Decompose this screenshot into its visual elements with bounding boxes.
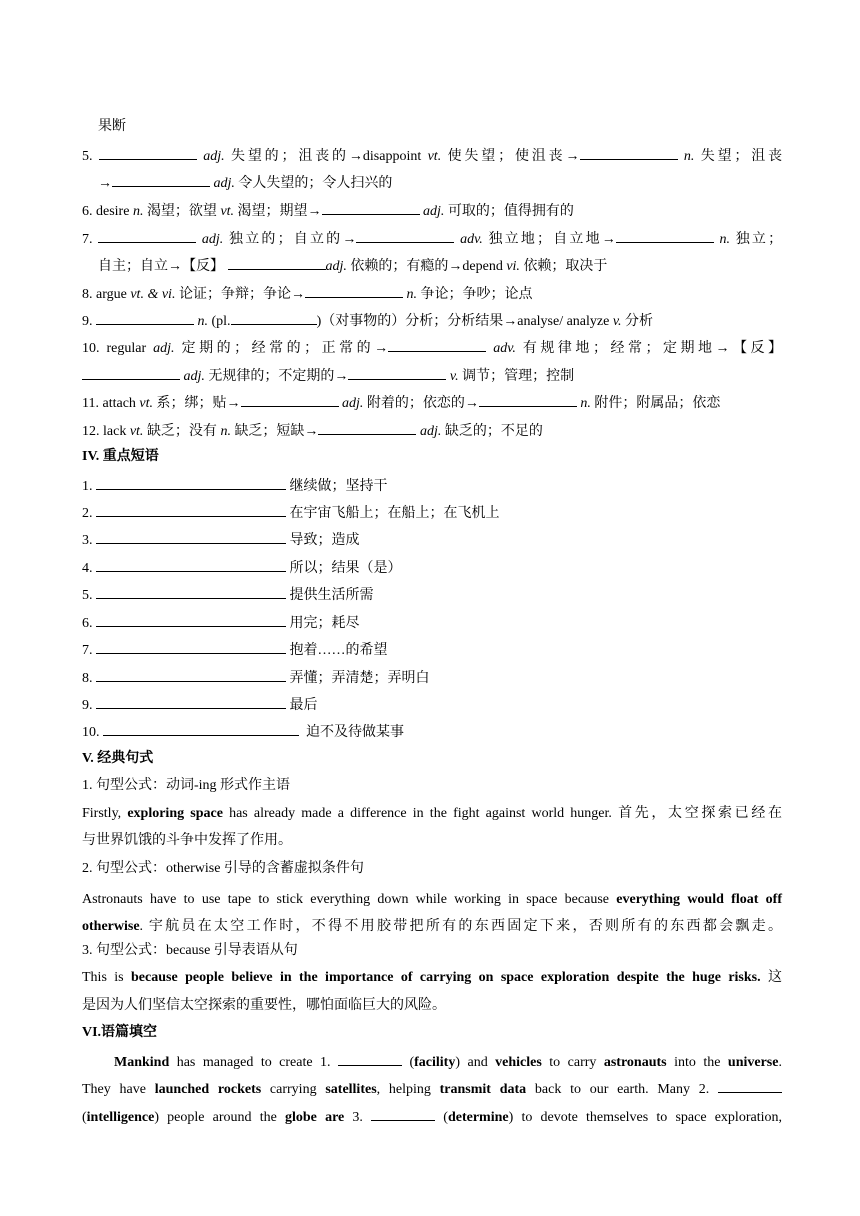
cloze-line: (intelligence) people around the globe are 3. (determine) to devote themselves to space exploration, [82,1106,782,1128]
vocab-item-6: 6. desire n. 渴望；欲望 vt. 渴望；期望→ adj. 可取的；值得拥有的 [82,200,782,222]
sentence-example: Astronauts have to use tape to stick everything down while working in space because everything would float off otherwise. 宇航员在太空工作时，不得不用胶带把所有的东西固定下来，否则所有的东西都会飘走。 [82,892,782,934]
sentence-example-cont: 与世界饥饿的斗争中发挥了作用。 [82,833,292,848]
answer-blank[interactable] [228,255,326,270]
answer-blank[interactable] [96,667,286,682]
phrase-item: 1. 继续做；坚持干 [82,475,782,497]
phrase-item: 3. 导致；造成 [82,529,782,551]
vocab-item-12: 12. lack vt. 缺乏；没有 n. 缺乏；短缺→ adj. 缺乏的；不足的 [82,420,782,442]
phrase-item: 8. 弄懂；弄清楚；弄明白 [82,667,782,689]
section-heading-phrases: IV. 重点短语 [82,449,159,464]
answer-blank[interactable] [318,420,416,435]
answer-blank[interactable] [96,612,286,627]
prev-item-tail: 果断 [98,119,126,134]
sentence-example: This is because people believe in the importance of carrying on space exploration despite the huge risks. 这 [82,970,782,985]
answer-blank[interactable] [356,228,454,243]
answer-blank[interactable] [96,310,194,325]
answer-blank[interactable] [241,392,339,407]
answer-blank[interactable] [103,721,299,736]
answer-blank[interactable] [99,145,197,160]
section-heading-sentences: V. 经典句式 [82,751,154,766]
answer-blank[interactable] [96,639,286,654]
answer-blank[interactable] [348,365,446,380]
answer-blank[interactable] [388,337,486,352]
vocab-item-9: 9. n. (pl. )（对事物的）分析；分析结果→analyse/ analyze v. 分析 [82,310,782,332]
phrase-item: 4. 所以；结果（是） [82,557,782,579]
cloze-line: Mankind has managed to create 1. (facility) and vehicles to carry astronauts into the universe. [114,1051,782,1073]
answer-blank[interactable] [479,392,577,407]
answer-blank[interactable] [322,200,420,215]
answer-blank[interactable] [96,529,286,544]
phrase-item: 5. 提供生活所需 [82,584,782,606]
sentence-pattern-title: 2. 句型公式：otherwise 引导的含蓄虚拟条件句 [82,861,364,876]
answer-blank[interactable] [718,1078,782,1093]
vocab-item-10-cont: adj. 无规律的；不定期的→ v. 调节；管理；控制 [82,365,782,387]
sentence-example: Firstly, exploring space has already made a difference in the fight against world hunger. 首先，太空探索已经在 [82,806,782,821]
vocab-item-8: 8. argue vt. & vi. 论证；争辩；争论→ n. 争论；争吵；论点 [82,283,782,305]
phrase-item: 2. 在宇宙飞船上；在船上；在飞机上 [82,502,782,524]
section-heading-cloze: VI.语篇填空 [82,1025,158,1040]
answer-blank[interactable] [96,502,286,517]
answer-blank[interactable] [96,694,286,709]
answer-blank[interactable] [96,584,286,599]
cloze-line: They have launched rockets carrying satellites, helping transmit data back to our earth. Many 2. [82,1078,782,1100]
vocab-item-5: 5. adj. 失望的；沮丧的→disappoint vt. 使失望；使沮丧→ n. 失望；沮丧 [82,145,782,167]
answer-blank[interactable] [580,145,678,160]
vocab-item-11: 11. attach vt. 系；绑；贴→ adj. 附着的；依恋的→ n. 附件；附属品；依恋 [82,392,782,414]
phrase-item: 6. 用完；耗尽 [82,612,782,634]
answer-blank[interactable] [96,557,286,572]
answer-blank[interactable] [616,228,714,243]
answer-blank[interactable] [112,172,210,187]
vocab-item-5-cont: → adj. 令人失望的；令人扫兴的 [98,172,798,194]
phrase-item: 9. 最后 [82,694,782,716]
vocab-item-10: 10. regular adj. 定期的；经常的；正常的→ adv. 有规律地；经常；定期地→【反】 [82,337,782,359]
answer-blank[interactable] [371,1106,435,1121]
vocab-item-7-cont: 自主；自立→【反】 adj. 依赖的；有瘾的→depend vi. 依赖；取决于 [98,255,798,277]
answer-blank[interactable] [82,365,180,380]
sentence-example-cont: 是因为人们坚信太空探索的重要性，哪怕面临巨大的风险。 [82,998,446,1013]
phrase-item: 7. 抱着……的希望 [82,639,782,661]
answer-blank[interactable] [338,1051,402,1066]
answer-blank[interactable] [305,283,403,298]
answer-blank[interactable] [231,310,317,325]
phrase-item: 10. 迫不及待做某事 [82,721,782,743]
answer-blank[interactable] [96,475,286,490]
vocab-item-7: 7. adj. 独立的；自立的→ adv. 独立地；自立地→ n. 独立； [82,228,782,250]
sentence-pattern-title: 1. 句型公式：动词-ing 形式作主语 [82,778,291,793]
answer-blank[interactable] [98,228,196,243]
sentence-pattern-title: 3. 句型公式：because 引导表语从句 [82,943,298,958]
